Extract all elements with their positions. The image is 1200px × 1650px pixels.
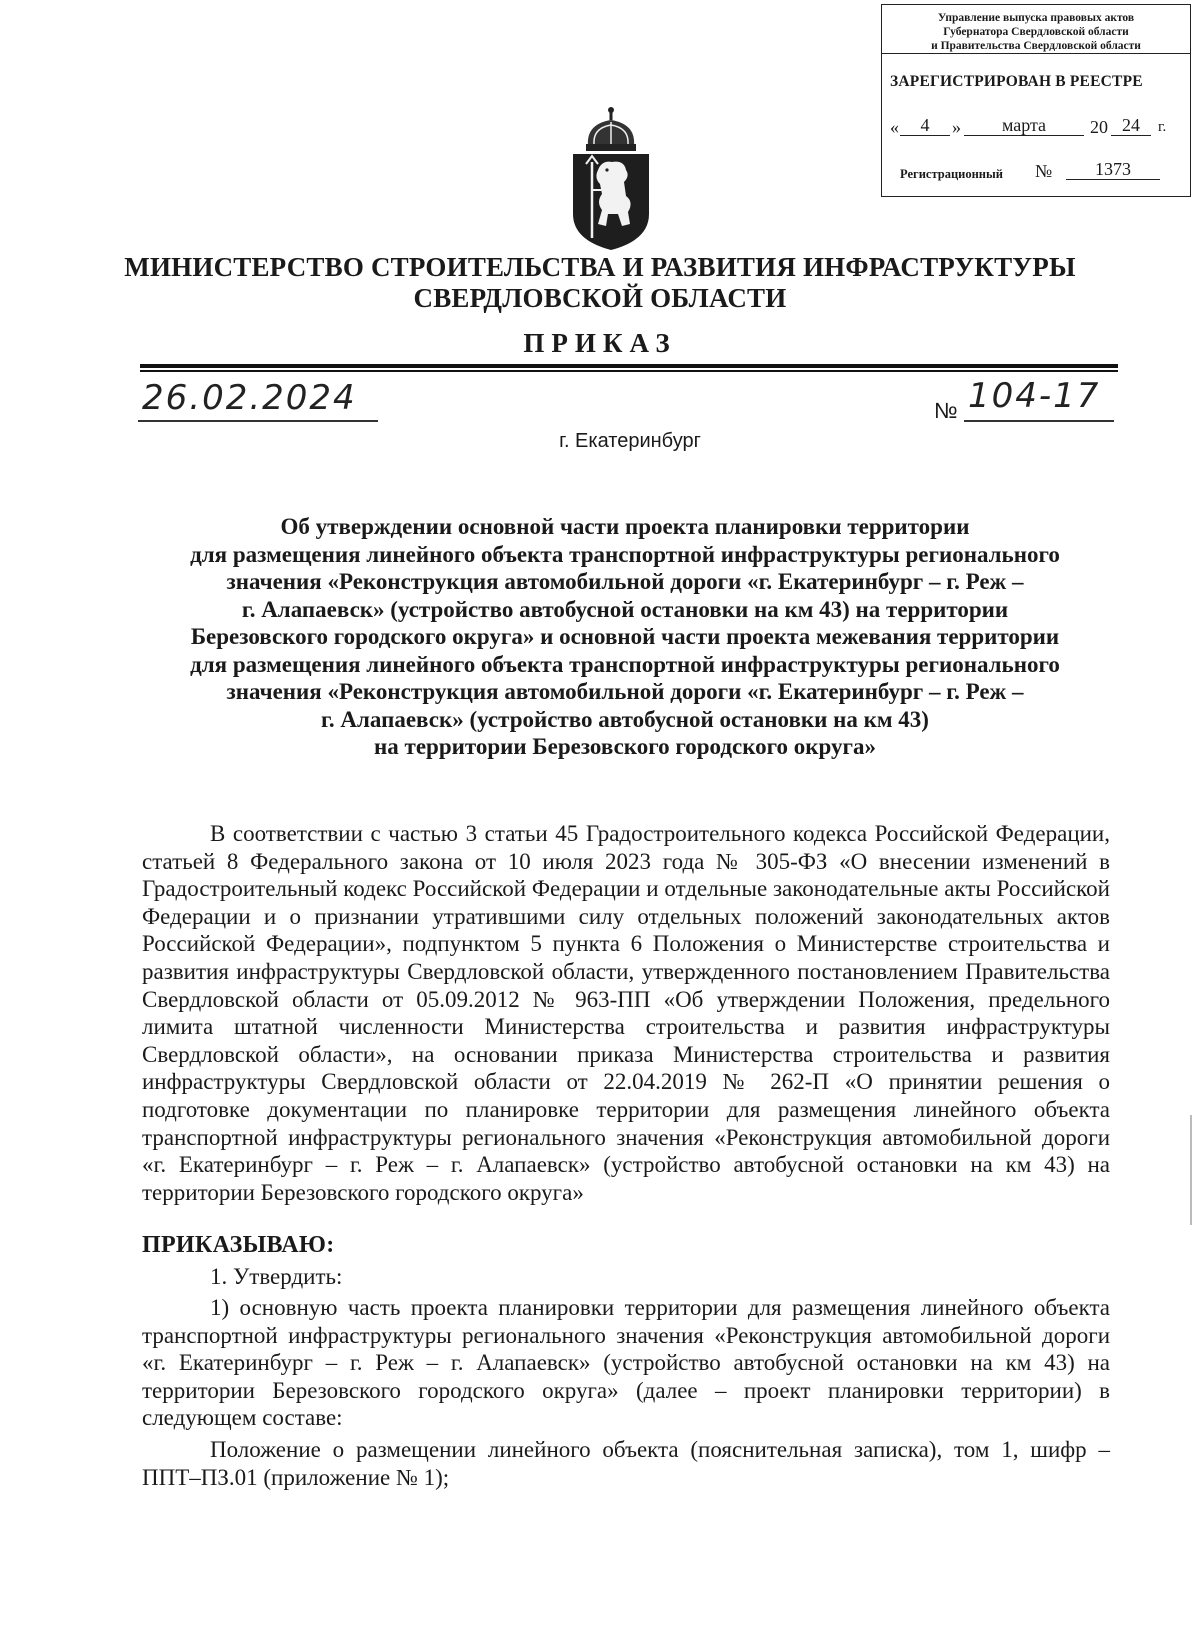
header-divider-thick	[140, 364, 1118, 368]
title-line: Березовского городского округа» и основной части проекта межевания территории	[190, 624, 1060, 649]
title-line: г. Алапаевск» (устройство автобусной остановки на км 43)	[321, 706, 929, 732]
ministry-title-line1: МИНИСТЕРСТВО СТРОИТЕЛЬСТВА И РАЗВИТИЯ ИНФРАСТРУКТУРЫ	[124, 252, 1076, 282]
stamp-number-sign: №	[1035, 161, 1053, 181]
scan-artifact	[1190, 1115, 1192, 1225]
item-1-1-text: 1) основную часть проекта планировки территории для размещения линейного объекта транспортной инфраструктуры регионального значения «Реконструкция автомобильной дороги «г. Екатеринбург – г. Реж – г. Алапаевск» (устройство автобусной остановки на км 43) на территории Березовского городского округа» (далее – проект планировки территории) в следующем составе:	[142, 1295, 1110, 1431]
stamp-registered-label: ЗАРЕГИСТРИРОВАН В РЕЕСТРЕ	[890, 73, 1143, 90]
preamble	[142, 820, 1110, 1206]
orders-heading: ПРИКАЗЫВАЮ:	[142, 1232, 335, 1258]
title-line: на территории Березовского городского округа»	[374, 734, 876, 759]
stamp-year-suffix: 24	[1111, 115, 1151, 136]
preamble-paragraph: В соответствии с частью 3 статьи 45 Градостроительного кодекса Российской Федерации, статьей 8 Федерального закона от 10 июля 2023 года № 305-ФЗ «О внесении изменений в Градостроительный кодекс Российской Федерации и отдельные законодательные акты Российской Федерации и о признании утратившими силу отдельных положений законодательных актов Российской Федерации», подпунктом 5 пункта 6 Положения о Министерстве строительства и развития инфраструктуры Свердловской области, утвержденного постановлением Правительства Свердловской области от 05.09.2012 № 963-ПП «Об утверждении Положения, предельного лимита штатной численности Министерства строительства и развития инфраструктуры Свердловской области», на основании приказа Министерства строительства и развития инфраструктуры Свердловской области от 22.04.2019 № 262-П «О принятии решения о подготовке документации по планировке территории для размещения линейного объекта транспортной инфраструктуры регионального значения «Реконструкция автомобильной дороги «г. Екатеринбург – г. Реж – г. Алапаевск» (устройство автобусной остановки на км 43) на территории Березовского городского округа»	[142, 821, 1110, 1205]
document-type: ПРИКАЗ	[523, 328, 677, 358]
item-1-1	[142, 1294, 1110, 1432]
stamp-open-quote: «	[890, 117, 899, 137]
title-line: для размещения линейного объекта транспортной инфраструктуры регионального	[190, 541, 1060, 567]
title-line: г. Алапаевск» (устройство автобусной остановки на км 43) на территории	[241, 596, 1009, 622]
stamp-reg-label: Регистрационный	[900, 167, 1003, 181]
stamp-close-quote: »	[952, 117, 961, 137]
number-underline	[964, 420, 1114, 422]
stamp-month: марта	[964, 115, 1084, 136]
stamp-day: 4	[900, 115, 950, 136]
header-divider-thin	[140, 370, 1118, 372]
stamp-year-prefix: 20	[1090, 117, 1108, 137]
title-line: Об утверждении основной части проекта планировки территории	[280, 514, 970, 539]
title-line: значения «Реконструкция автомобильной дороги «г. Екатеринбург – г. Реж –	[226, 679, 1024, 704]
handwritten-order-number: 104-17	[968, 376, 1101, 416]
stamp-reg-number: 1373	[1066, 159, 1160, 180]
title-line: для размещения линейного объекта транспортной инфраструктуры регионального	[190, 651, 1060, 677]
document-title	[150, 513, 1100, 761]
item-1-text: 1. Утвердить:	[210, 1264, 343, 1289]
stamp-header	[882, 5, 1190, 54]
order-number-sign: №	[934, 398, 958, 423]
stamp-year-unit: г.	[1158, 119, 1167, 135]
city: г. Екатеринбург	[559, 430, 701, 452]
registry-stamp	[881, 4, 1191, 197]
item-1-1-a	[142, 1436, 1110, 1491]
handwritten-date: 26.02.2024	[142, 378, 357, 418]
coat-of-arms-icon	[568, 106, 654, 252]
stamp-date	[890, 117, 1186, 139]
title-line: значения «Реконструкция автомобильной дороги «г. Екатеринбург – г. Реж –	[226, 569, 1024, 594]
item-1-1-a-text: Положение о размещении линейного объекта (пояснительная записка), том 1, шифр – ППТ–ПЗ.01 (приложение № 1);	[142, 1437, 1110, 1490]
stamp-header-line: Управление выпуска правовых актов	[937, 12, 1135, 24]
ministry-title-line2: СВЕРДЛОВСКОЙ ОБЛАСТИ	[413, 283, 787, 313]
stamp-header-line: и Правительства Свердловской области	[931, 40, 1141, 52]
stamp-header-line: Губернатора Свердловской области	[943, 26, 1129, 38]
item-1	[142, 1263, 1110, 1291]
date-underline	[138, 420, 378, 422]
